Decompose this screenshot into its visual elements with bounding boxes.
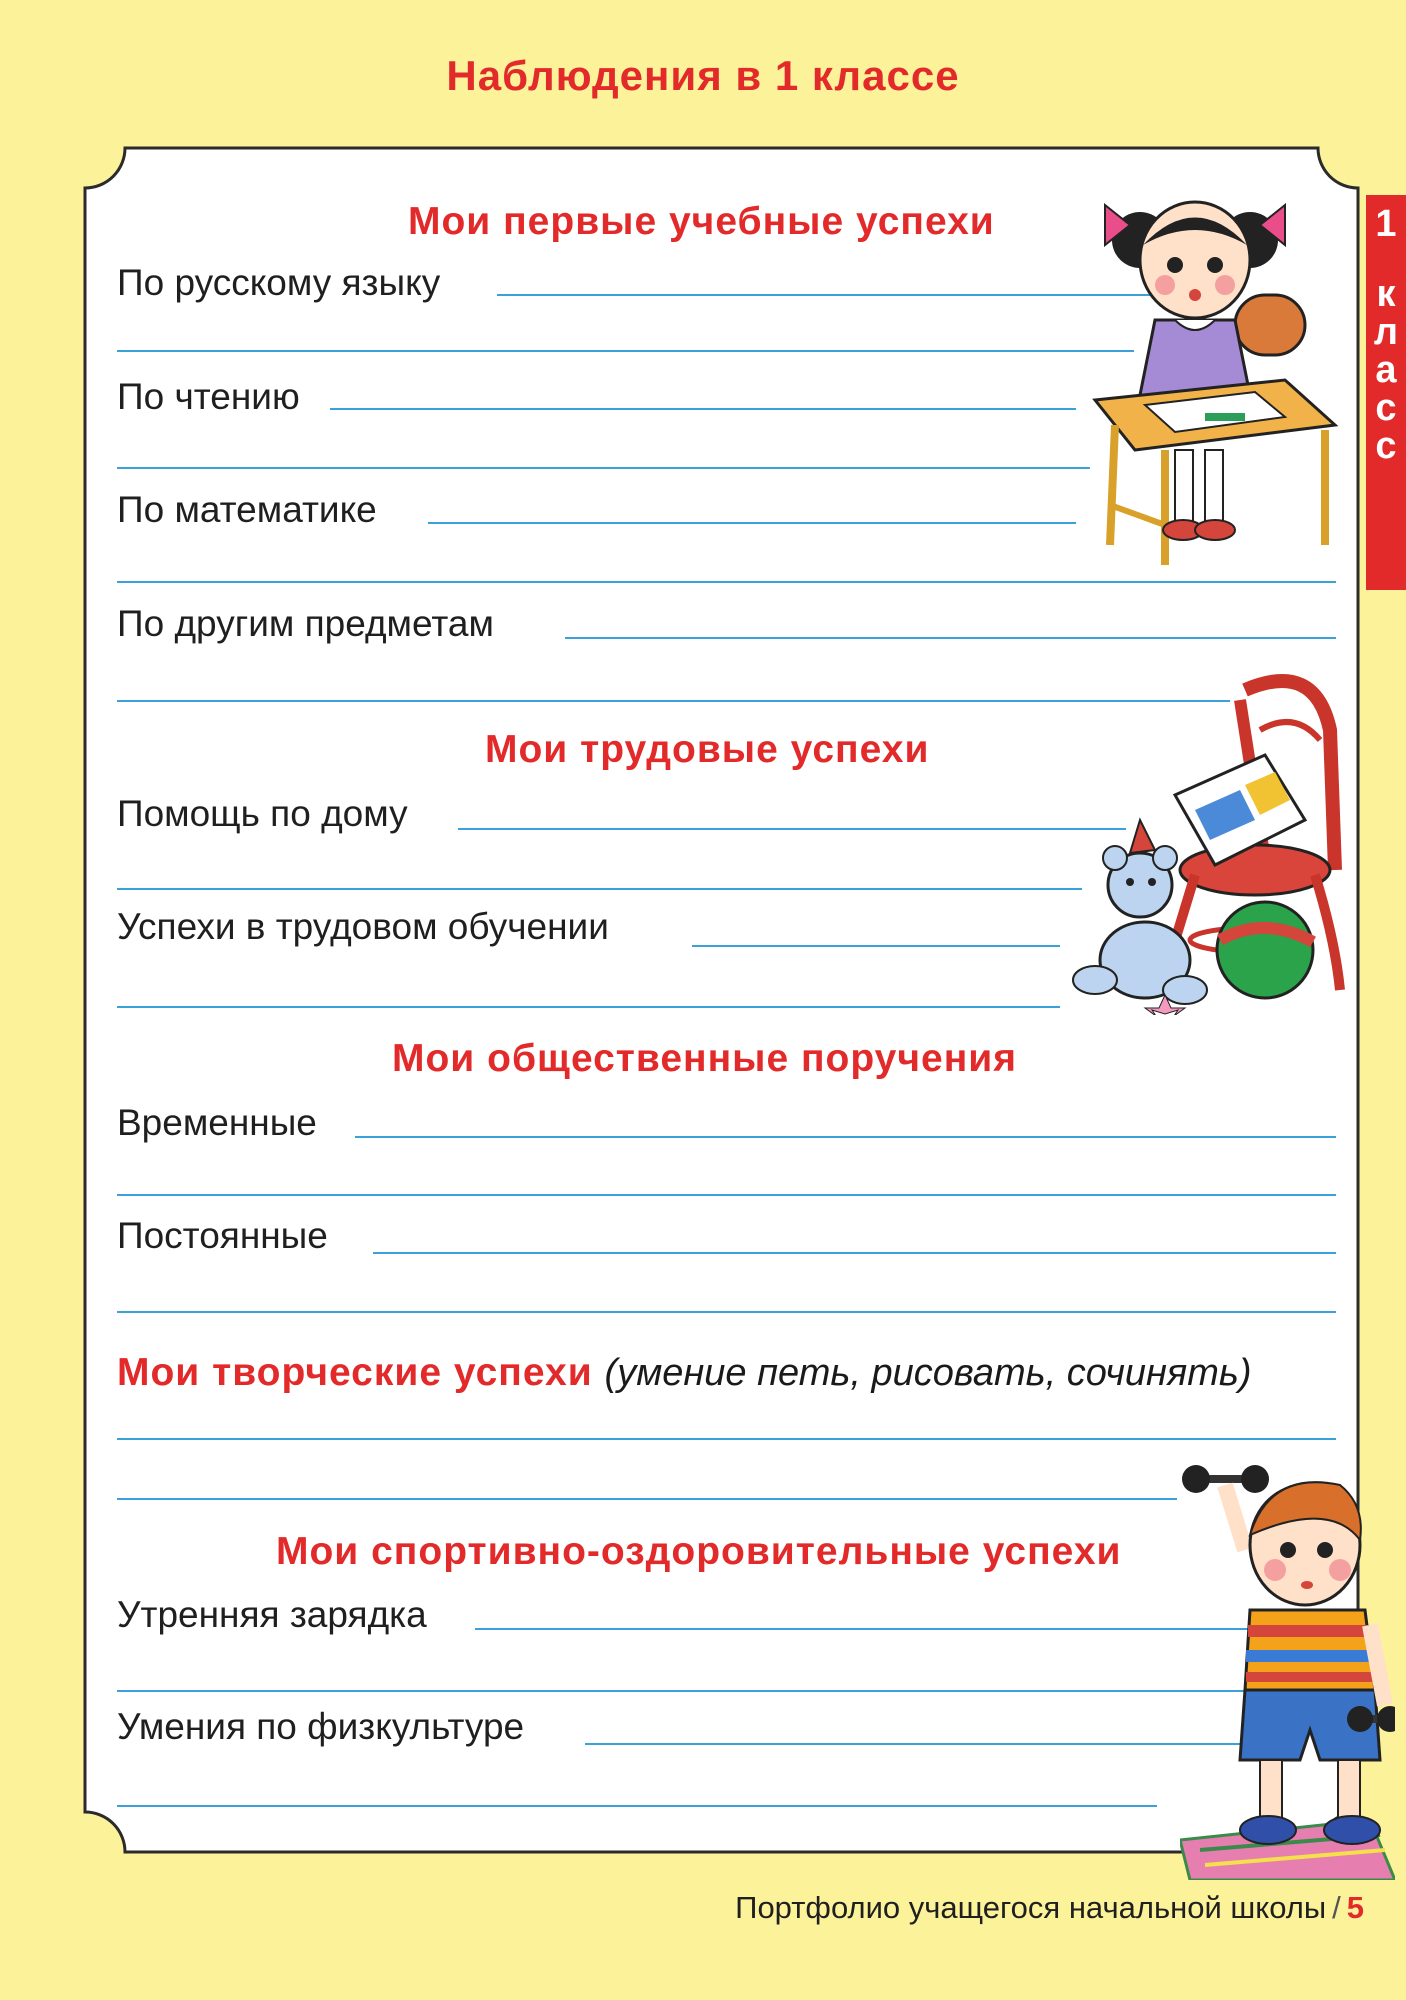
write-line[interactable]: [117, 1438, 1336, 1440]
write-line[interactable]: [117, 1805, 1157, 1807]
page-title: Наблюдения в 1 классе: [446, 52, 960, 99]
write-line[interactable]: [117, 1690, 1250, 1692]
write-line[interactable]: [373, 1252, 1336, 1254]
side-tab-letter: а: [1375, 349, 1397, 391]
field-label-pe-skills: Умения по физкультуре: [117, 1706, 532, 1748]
page-number: 5: [1346, 1890, 1364, 1925]
write-line[interactable]: [117, 1006, 1060, 1008]
creative-heading-text: Мои творческие успехи: [117, 1351, 593, 1394]
field-label-permanent: Постоянные: [117, 1215, 336, 1257]
write-line[interactable]: [458, 828, 1126, 830]
footer-text: Портфолио учащегося начальной школы: [735, 1890, 1327, 1925]
write-line[interactable]: [117, 700, 1230, 702]
footer-separator: /: [1332, 1890, 1341, 1925]
boy-dumbbells-illustration: [1180, 1440, 1395, 1880]
creative-heading: [117, 1351, 1252, 1395]
side-tab-letter: с: [1375, 425, 1397, 467]
write-line[interactable]: [475, 1628, 1250, 1630]
write-line[interactable]: [117, 350, 1134, 352]
write-line[interactable]: [117, 888, 1082, 890]
write-line[interactable]: [330, 408, 1076, 410]
field-label-labor-training: Успехи в трудовом обучении: [117, 906, 617, 948]
side-tab-number: 1: [1375, 203, 1397, 245]
chair-toys-illustration: [1065, 670, 1350, 1015]
study-heading: Мои первые учебные успехи: [408, 200, 995, 243]
field-label-home-help: Помощь по дому: [117, 793, 416, 835]
social-heading: Мои общественные поручения: [392, 1037, 1017, 1080]
field-label-temporary: Временные: [117, 1102, 325, 1144]
write-line[interactable]: [117, 1194, 1336, 1196]
side-tab-letter: л: [1373, 311, 1399, 353]
creative-note: (умение петь, рисовать, сочинять): [604, 1352, 1252, 1394]
field-label-morning-exercise: Утренняя зарядка: [117, 1594, 435, 1636]
footer: [735, 1890, 1364, 1926]
write-line[interactable]: [355, 1136, 1336, 1138]
girl-at-desk-illustration: [1085, 185, 1345, 570]
write-line[interactable]: [117, 581, 1336, 583]
write-line[interactable]: [497, 294, 1169, 296]
write-line[interactable]: [565, 637, 1336, 639]
write-line[interactable]: [585, 1743, 1250, 1745]
field-label-other-subjects: По другим предметам: [117, 603, 502, 645]
side-tab-letter: с: [1375, 387, 1397, 429]
labor-heading: Мои трудовые успехи: [485, 728, 930, 771]
write-line[interactable]: [428, 522, 1076, 524]
write-line[interactable]: [117, 467, 1090, 469]
sport-heading: Мои спортивно-оздоровительные успехи: [276, 1530, 1122, 1573]
field-label-reading: По чтению: [117, 376, 308, 418]
class-side-tab: [1366, 195, 1406, 590]
field-label-math: По математике: [117, 489, 385, 531]
write-line[interactable]: [692, 945, 1060, 947]
write-line[interactable]: [117, 1311, 1336, 1313]
field-label-russian: По русскому языку: [117, 262, 448, 304]
side-tab-letter: к: [1376, 273, 1396, 315]
write-line[interactable]: [117, 1498, 1177, 1500]
